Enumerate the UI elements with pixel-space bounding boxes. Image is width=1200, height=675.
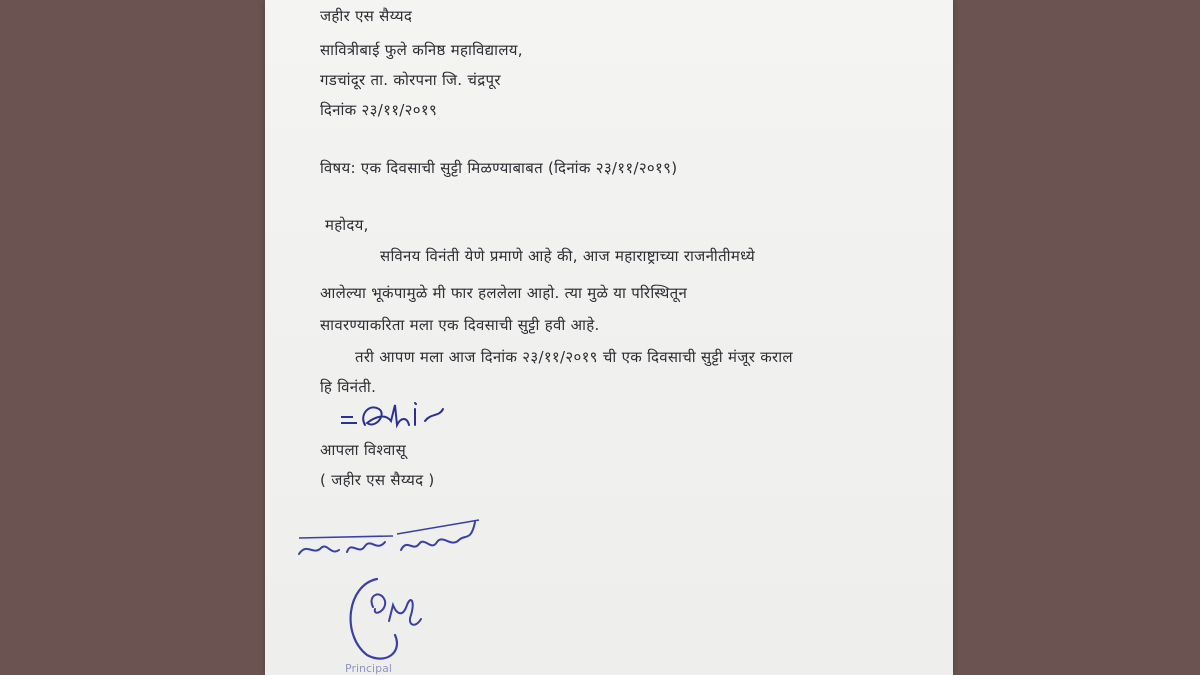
body-line-2: आलेल्या भूकंपामुळे मी फार हललेला आहो. त्या मुळे या परिस्थितून bbox=[320, 284, 688, 302]
signature-name: ( जहीर एस सैय्यद ) bbox=[320, 471, 435, 489]
approval-note-icon bbox=[293, 512, 483, 568]
body-line-1: सविनय विनंती येणे प्रमाणे आहे की, आज महाराष्ट्राच्या राजनीतीमध्ये bbox=[380, 247, 756, 265]
body-line-5: हि विनंती. bbox=[320, 378, 377, 396]
closing: आपला विश्वासू bbox=[320, 441, 407, 459]
letter-date: दिनांक २३/११/२०१९ bbox=[320, 101, 438, 119]
letter-paper bbox=[265, 0, 953, 675]
letter-subject: विषय: एक दिवसाची सुट्टी मिळण्याबाबत (दिनांक २३/११/२०१९) bbox=[320, 159, 678, 177]
sender-signature-icon bbox=[335, 395, 455, 445]
sender-name: जहीर एस सैय्यद bbox=[320, 7, 413, 25]
body-line-3: सावरण्याकरिता मला एक दिवसाची सुट्टी हवी आहे. bbox=[320, 316, 600, 334]
salutation: महोदय, bbox=[325, 216, 369, 234]
body-line-4: तरी आपण मला आज दिनांक २३/११/२०१९ ची एक दिवसाची सुट्टी मंजूर कराल bbox=[355, 348, 793, 366]
sender-address: गडचांदूर ता. कोरपना जि. चंद्रपूर bbox=[320, 71, 501, 89]
college-name: सावित्रीबाई फुले कनिष्ठ महाविद्यालय, bbox=[320, 41, 523, 59]
principal-stamp: Principal bbox=[345, 662, 392, 675]
principal-signature-icon bbox=[337, 565, 447, 665]
